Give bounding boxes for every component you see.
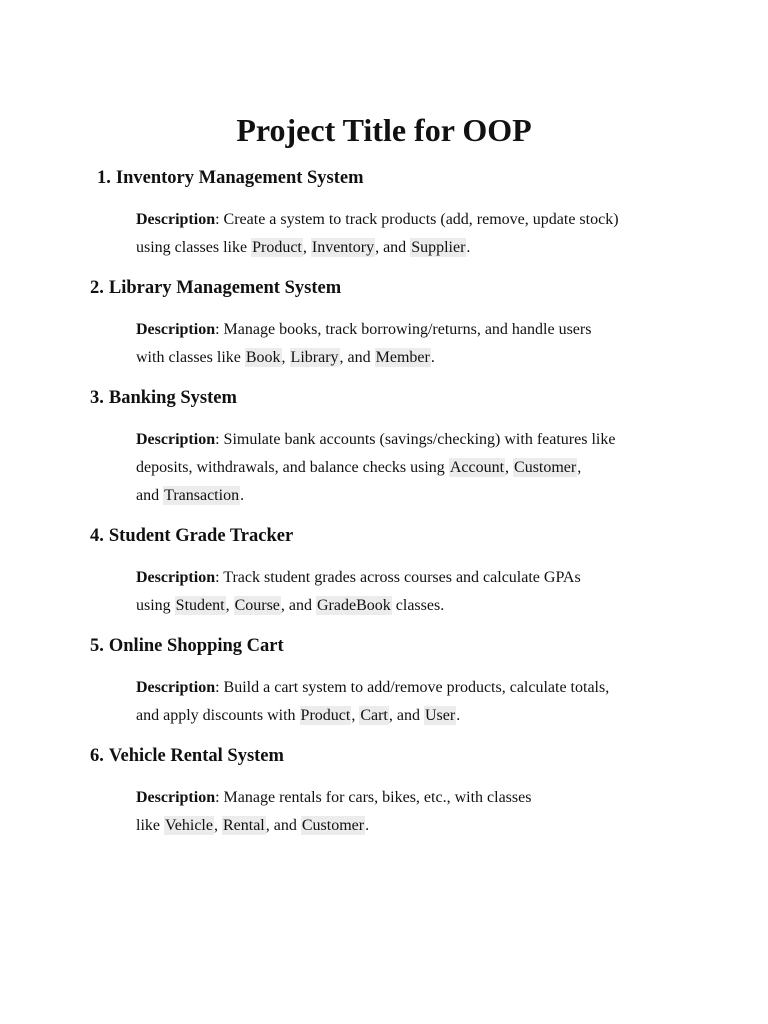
separator: , — [302, 239, 311, 256]
class-name: Member — [375, 349, 430, 366]
description-suffix: classes. — [391, 597, 445, 614]
page-title: Project Title for OOP — [236, 112, 532, 148]
separator: , — [505, 459, 514, 476]
item-heading — [90, 523, 293, 549]
item-description — [136, 784, 696, 840]
class-name: GradeBook — [317, 597, 391, 614]
item-number: 1. — [97, 168, 111, 188]
description-text: and — [136, 487, 164, 504]
class-name: Customer — [301, 817, 365, 834]
class-name: Vehicle — [165, 817, 213, 834]
description-label: Description — [136, 789, 216, 806]
separator: , — [281, 349, 290, 366]
item-heading — [97, 165, 364, 191]
item-title: Banking System — [108, 388, 237, 408]
item-title: Inventory Management System — [115, 168, 364, 188]
description-text: with classes like — [136, 349, 245, 366]
separator: , — [577, 459, 582, 476]
class-name: Transaction — [164, 487, 240, 504]
class-name: Customer — [514, 459, 577, 476]
item-number: 5. — [90, 636, 104, 656]
separator: , and — [280, 597, 316, 614]
separator: , — [225, 597, 234, 614]
class-name: Library — [290, 349, 339, 366]
separator: , and — [339, 349, 375, 366]
item-number: 2. — [90, 278, 104, 298]
description-text: and apply discounts with — [136, 707, 300, 724]
item-title: Online Shopping Cart — [108, 636, 284, 656]
separator: , — [351, 707, 360, 724]
item-heading — [90, 275, 341, 301]
class-name: Cart — [360, 707, 388, 724]
description-text: : Manage books, track borrowing/returns, and handle users — [215, 321, 592, 338]
item-title: Student Grade Tracker — [108, 526, 294, 546]
item-description — [136, 206, 696, 262]
description-label: Description — [136, 211, 216, 228]
description-text: deposits, withdrawals, and balance checks using — [136, 459, 449, 476]
item-heading — [90, 743, 284, 769]
description-suffix: . — [466, 239, 471, 256]
description-text: using — [136, 597, 175, 614]
description-text: like — [136, 817, 164, 834]
item-description — [136, 316, 696, 372]
item-description — [136, 674, 696, 730]
item-description — [136, 426, 696, 510]
class-name: Supplier — [411, 239, 466, 256]
class-name: Inventory — [311, 239, 375, 256]
class-name: Rental — [222, 817, 265, 834]
separator: , and — [265, 817, 301, 834]
description-text: : Simulate bank accounts (savings/checking) with features like — [215, 431, 616, 448]
description-suffix: . — [240, 487, 245, 504]
description-text: : Build a cart system to add/remove products, calculate totals, — [215, 679, 610, 696]
class-name: Student — [175, 597, 225, 614]
item-number: 6. — [90, 746, 104, 766]
description-suffix: . — [456, 707, 461, 724]
separator: , and — [375, 239, 411, 256]
description-text: using classes like — [136, 239, 252, 256]
description-label: Description — [136, 569, 216, 586]
description-label: Description — [136, 321, 216, 338]
description-text: : Create a system to track products (add, remove, update stock) — [215, 211, 619, 228]
class-name: Product — [300, 707, 351, 724]
description-text: : Manage rentals for cars, bikes, etc., with classes — [215, 789, 532, 806]
separator: , — [213, 817, 222, 834]
class-name: Product — [252, 239, 302, 256]
separator: , and — [388, 707, 424, 724]
description-suffix: . — [365, 817, 370, 834]
item-title: Vehicle Rental System — [108, 746, 284, 766]
class-name: Course — [234, 597, 280, 614]
item-number: 4. — [90, 526, 104, 546]
class-name: Account — [449, 459, 505, 476]
class-name: Book — [245, 349, 281, 366]
item-heading — [90, 633, 284, 659]
description-suffix: . — [430, 349, 435, 366]
description-label: Description — [136, 431, 216, 448]
item-number: 3. — [90, 388, 104, 408]
class-name: User — [424, 707, 456, 724]
description-label: Description — [136, 679, 216, 696]
item-description — [136, 564, 696, 620]
description-text: : Track student grades across courses and calculate GPAs — [215, 569, 581, 586]
item-heading — [90, 385, 237, 411]
item-title: Library Management System — [108, 278, 342, 298]
